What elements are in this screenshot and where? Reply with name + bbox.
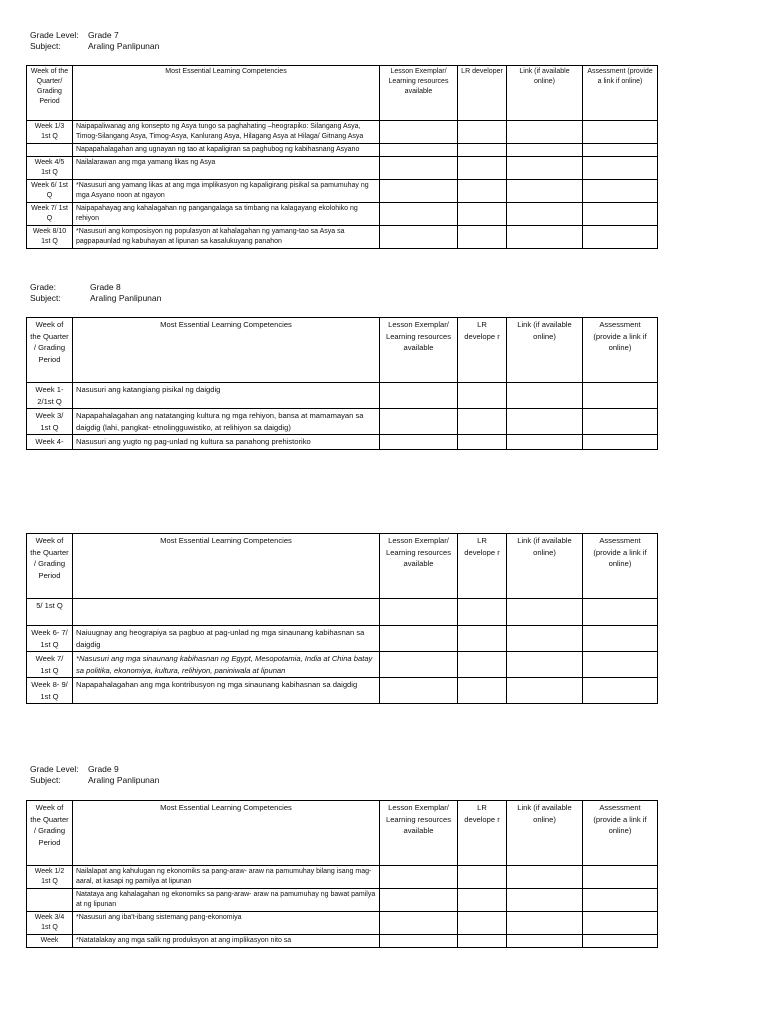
lesson-column-header: Lesson Exemplar/ Learning resources available <box>380 801 458 866</box>
empty-cell <box>507 678 583 704</box>
empty-cell <box>458 652 507 678</box>
empty-cell <box>380 889 458 912</box>
table-row <box>27 435 658 450</box>
table-row <box>27 409 658 435</box>
week-column-header: Week of the Quarter / Grading Period <box>27 534 73 599</box>
empty-cell <box>458 383 507 409</box>
lr-column-header: LR develope r <box>458 801 507 866</box>
subject-label: Subject: <box>30 293 61 303</box>
empty-cell <box>458 626 507 652</box>
grade-value: Grade 8 <box>90 282 121 292</box>
table-header-row <box>27 318 658 383</box>
empty-cell <box>380 383 458 409</box>
table-row <box>27 180 658 203</box>
subject-label: Subject: <box>30 41 61 51</box>
table-row <box>27 144 658 157</box>
empty-cell <box>583 409 658 435</box>
lesson-column-header: Lesson Exemplar/ Learning resources available <box>380 318 458 383</box>
grade7-header <box>30 30 159 52</box>
assessment-column-header: Assessment (provide a link if online) <box>583 534 658 599</box>
empty-cell <box>458 409 507 435</box>
empty-cell <box>507 157 583 180</box>
empty-cell <box>507 121 583 144</box>
competency-cell: Napapahalagahan ang natatanging kultura ng mga rehiyon, bansa at mamamayan sa daigdig (lahi, pangkat- etnolingguwistiko, at relihiyon sa daigdig) <box>73 409 380 435</box>
week-cell: Week 1- 2/1st Q <box>27 383 73 409</box>
grade9-header <box>30 764 159 786</box>
competency-cell: Nailalapat ang kahulugan ng ekonomiks sa pang-araw- araw na pamumuhay bilang isang mag-aaral, at kasapi ng pamilya at lipunan <box>73 866 380 889</box>
competency-cell: Naipapahayag ang kahalagahan ng pangangalaga sa timbang na kalagayang ekolohiko ng rehiyon <box>73 203 380 226</box>
week-column-header: Week of the Quarter / Grading Period <box>27 801 73 866</box>
empty-cell <box>507 626 583 652</box>
table-row <box>27 678 658 704</box>
empty-cell <box>380 626 458 652</box>
empty-cell <box>380 203 458 226</box>
week-cell: Week 8/10 1st Q <box>27 226 73 249</box>
lr-column-header: LR developer <box>458 66 507 121</box>
grade-level-label: Grade Level: <box>30 764 79 774</box>
week-cell: 5/ 1st Q <box>27 599 73 626</box>
week-cell: Week 8- 9/ 1st Q <box>27 678 73 704</box>
subject-value: Araling Panlipunan <box>88 41 160 51</box>
table-header-row <box>27 66 658 121</box>
subject-value: Araling Panlipunan <box>88 775 160 785</box>
empty-cell <box>458 866 507 889</box>
lr-column-header: LR develope r <box>458 318 507 383</box>
competency-cell: Napapahalagahan ang mga kontribusyon ng mga sinaunang kabihasnan sa daigdig <box>73 678 380 704</box>
empty-cell <box>458 889 507 912</box>
empty-cell <box>507 226 583 249</box>
empty-cell <box>507 599 583 626</box>
week-cell: Week 4- <box>27 435 73 450</box>
empty-cell <box>507 866 583 889</box>
empty-cell <box>458 203 507 226</box>
empty-cell <box>583 889 658 912</box>
melc-column-header: Most Essential Learning Competencies <box>73 801 380 866</box>
empty-cell <box>380 678 458 704</box>
empty-cell <box>583 180 658 203</box>
competency-cell: Nasusuri ang yugto ng pag-unlad ng kultura sa panahong prehistoriko <box>73 435 380 450</box>
grade-level-label: Grade Level: <box>30 30 79 40</box>
empty-cell <box>458 912 507 935</box>
empty-cell <box>507 180 583 203</box>
empty-cell <box>458 599 507 626</box>
table-row <box>27 226 658 249</box>
empty-cell <box>380 121 458 144</box>
empty-cell <box>458 157 507 180</box>
week-cell: Week <box>27 935 73 948</box>
empty-cell <box>583 157 658 180</box>
table-row <box>27 203 658 226</box>
week-cell: Week 6/ 1st Q <box>27 180 73 203</box>
empty-cell <box>380 157 458 180</box>
empty-cell <box>583 626 658 652</box>
empty-cell <box>507 203 583 226</box>
week-cell <box>27 144 73 157</box>
week-cell: Week 4/5 1st Q <box>27 157 73 180</box>
empty-cell <box>458 935 507 948</box>
week-cell: Week 6- 7/ 1st Q <box>27 626 73 652</box>
week-column-header: Week of the Quarter/ Grading Period <box>27 66 73 121</box>
competency-cell: *Natatalakay ang mga salik ng produksyon at ang implikasyon nito sa <box>73 935 380 948</box>
empty-cell <box>583 121 658 144</box>
melc-column-header: Most Essential Learning Competencies <box>73 534 380 599</box>
empty-cell <box>380 435 458 450</box>
week-cell: Week 1/2 1st Q <box>27 866 73 889</box>
empty-cell <box>380 409 458 435</box>
grade8-header <box>30 282 161 304</box>
empty-cell <box>380 912 458 935</box>
empty-cell <box>380 144 458 157</box>
empty-cell <box>507 652 583 678</box>
grade8-melc-table <box>26 317 658 450</box>
empty-cell <box>380 226 458 249</box>
empty-cell <box>583 383 658 409</box>
empty-cell <box>458 226 507 249</box>
table-row <box>27 866 658 889</box>
empty-cell <box>507 912 583 935</box>
week-cell: Week 1/3 1st Q <box>27 121 73 144</box>
assessment-column-header: Assessment (provide a link if online) <box>583 66 658 121</box>
table-row <box>27 626 658 652</box>
empty-cell <box>458 435 507 450</box>
week-cell: Week 7/ 1st Q <box>27 652 73 678</box>
subject-label: Subject: <box>30 775 61 785</box>
empty-cell <box>507 435 583 450</box>
empty-cell <box>458 121 507 144</box>
empty-cell <box>583 435 658 450</box>
melc-column-header: Most Essential Learning Competencies <box>73 66 380 121</box>
grade9-melc-table <box>26 800 658 948</box>
competency-cell: Nasusuri ang katangiang pisikal ng daigdig <box>73 383 380 409</box>
empty-cell <box>507 409 583 435</box>
empty-cell <box>380 180 458 203</box>
competency-cell: *Nasusuri ang iba't-ibang sistemang pang-ekonomiya <box>73 912 380 935</box>
empty-cell <box>583 144 658 157</box>
grade7-melc-table <box>26 65 658 249</box>
empty-cell <box>458 678 507 704</box>
empty-cell <box>507 144 583 157</box>
table-header-row <box>27 801 658 866</box>
empty-cell <box>507 889 583 912</box>
empty-cell <box>583 678 658 704</box>
empty-cell <box>583 599 658 626</box>
lesson-column-header: Lesson Exemplar/ Learning resources available <box>380 534 458 599</box>
empty-cell <box>380 652 458 678</box>
assessment-column-header: Assessment (provide a link if online) <box>583 318 658 383</box>
competency-cell <box>73 599 380 626</box>
empty-cell <box>458 144 507 157</box>
week-cell: Week 7/ 1st Q <box>27 203 73 226</box>
table-row <box>27 935 658 948</box>
empty-cell <box>583 912 658 935</box>
empty-cell <box>583 866 658 889</box>
table-row <box>27 912 658 935</box>
table-row <box>27 383 658 409</box>
table-row <box>27 121 658 144</box>
link-column-header: Link (if available online) <box>507 534 583 599</box>
competency-cell: Naipapaliwanag ang konsepto ng Asya tungo sa paghahating –heograpiko: Silangang Asya, Timog-Silangang Asya, Timog-Asya, Kanlurang Asya, Hilagang Asya at Hilaga/ Gitnang Asya <box>73 121 380 144</box>
competency-cell: Napapahalagahan ang ugnayan ng tao at kapaligiran sa paghubog ng kabihasnang Asyano <box>73 144 380 157</box>
table-row <box>27 157 658 180</box>
table-header-row <box>27 534 658 599</box>
empty-cell <box>583 652 658 678</box>
link-column-header: Link (if available online) <box>507 801 583 866</box>
competency-cell: Naiuugnay ang heograpiya sa pagbuo at pag-unlad ng mga sinaunang kabihasnan sa daigdig <box>73 626 380 652</box>
empty-cell <box>380 866 458 889</box>
lr-column-header: LR develope r <box>458 534 507 599</box>
competency-cell: Nailalarawan ang mga yamang likas ng Asya <box>73 157 380 180</box>
competency-cell: Natataya ang kahalagahan ng ekonomiks sa pang-araw- araw na pamumuhay ng bawat pamilya at ng lipunan <box>73 889 380 912</box>
week-column-header: Week of the Quarter / Grading Period <box>27 318 73 383</box>
grade-label: Grade: <box>30 282 56 292</box>
grade-level-value: Grade 7 <box>88 30 119 40</box>
empty-cell <box>583 935 658 948</box>
subject-value: Araling Panlipunan <box>90 293 162 303</box>
empty-cell <box>380 599 458 626</box>
week-cell: Week 3/4 1st Q <box>27 912 73 935</box>
competency-cell: *Nasusuri ang komposisyon ng populasyon at kahalagahan ng yamang-tao sa Asya sa pagpapaunlad ng kabuhayan at lipunan sa kasalukuyang panahon <box>73 226 380 249</box>
grade-level-value: Grade 9 <box>88 764 119 774</box>
link-column-header: Link (if available online) <box>507 66 583 121</box>
empty-cell <box>507 935 583 948</box>
week-cell: Week 3/ 1st Q <box>27 409 73 435</box>
assessment-column-header: Assessment (provide a link if online) <box>583 801 658 866</box>
link-column-header: Link (if available online) <box>507 318 583 383</box>
competency-cell: *Nasusuri ang yamang likas at ang mga implikasyon ng kapaligirang pisikal sa pamumuhay ng mga Asyano noon at ngayon <box>73 180 380 203</box>
empty-cell <box>380 935 458 948</box>
table-row <box>27 652 658 678</box>
empty-cell <box>583 226 658 249</box>
table-row <box>27 889 658 912</box>
empty-cell <box>583 203 658 226</box>
melc-column-header: Most Essential Learning Competencies <box>73 318 380 383</box>
competency-cell: *Nasusuri ang mga sinaunang kabihasnan ng Egypt, Mesopotamia, India at China batay sa politika, ekonomiya, kultura, relihiyon, paniniwala at lipunan <box>73 652 380 678</box>
empty-cell <box>507 383 583 409</box>
grade8-continued-table <box>26 533 658 704</box>
lesson-column-header: Lesson Exemplar/ Learning resources available <box>380 66 458 121</box>
table-row <box>27 599 658 626</box>
week-cell <box>27 889 73 912</box>
empty-cell <box>458 180 507 203</box>
